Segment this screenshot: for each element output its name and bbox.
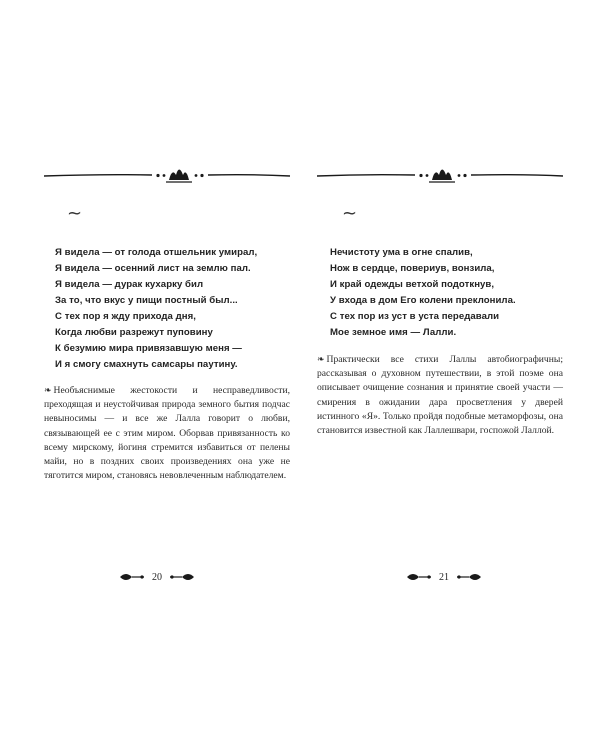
footer-right (405, 570, 483, 584)
poem-line: За то, что вкус у пищи постный был... (55, 295, 238, 306)
poem-line: Я видела — осенний лист на землю пал. (55, 263, 251, 274)
poem-line: Я видела — дурак кухарку бил (55, 279, 204, 290)
poem-line: Нечистоту ума в огне спалив, (330, 247, 473, 258)
right-page (300, 0, 600, 750)
poem-line: Когда любви разрежут пуповину (55, 327, 213, 338)
poem-line: И край одежды ветхой подоткнув, (330, 279, 495, 290)
tilde-ornament-right: ~ (342, 203, 358, 224)
poem-line: Нож в сердце, повериув, вонзила, (330, 263, 495, 274)
poem-line: Мое земное имя — Лалли. (330, 327, 457, 338)
commentary-text: Необъяснимые жестокости и несправедливости, преходящая и неустойчивая природа земного бытия подчас невыносимы — и все же Лалла говорит о любви, связывающей ее с этим миром. Оборвав привязанность ко всему мирскому, йогиня стремится избавиться от пелены майи, но в поздних своих произведениях она уже не тяготится миром, становясь невовлеченным наблюдателем. (44, 385, 290, 482)
commentary-text: Практически все стихи Лаллы автобиографичны; рассказывая о духовном путешествии, в этой поэме она описывает очищение сознания и принятие своей участи — смирения в ожидании дара просветления у дверей истинного «Я». Только пройдя подобные метаморфозы, она становится известной как Лаллешвари, госпожой Лаллой. (317, 354, 563, 437)
poem-line: У входа в дом Его колени преклонила. (330, 295, 516, 306)
page-number: 21 (439, 571, 449, 583)
poem-line: И я смогу смахнуть самсары паутину. (55, 359, 238, 370)
poem-stanza-3 (330, 245, 516, 341)
poem-stanza-1 (55, 245, 257, 309)
footer-ornament-icon (118, 571, 146, 583)
footer-ornament-icon (455, 571, 483, 583)
commentary-paragraph-left (44, 384, 290, 483)
footer-left (118, 570, 196, 584)
footer-ornament-icon (405, 571, 433, 583)
footer-ornament-icon (168, 571, 196, 583)
header-ornament-right (315, 162, 565, 190)
paragraph-mark-icon: ❧ (317, 355, 325, 365)
tilde-ornament-left: ~ (67, 203, 83, 224)
header-ornament-left (42, 162, 292, 190)
page-number: 20 (152, 571, 162, 583)
poem-stanza-2 (55, 309, 242, 373)
poem-line: С тех пор я жду прихода дня, (55, 311, 196, 322)
poem-line: С тех пор из уст в уста передавали (330, 311, 500, 322)
commentary-paragraph-right (317, 353, 563, 438)
poem-line: Я видела — от голода отшельник умирал, (55, 247, 258, 258)
paragraph-mark-icon: ❧ (44, 386, 52, 396)
poem-line: К безумию мира привязавшую меня — (55, 343, 242, 354)
